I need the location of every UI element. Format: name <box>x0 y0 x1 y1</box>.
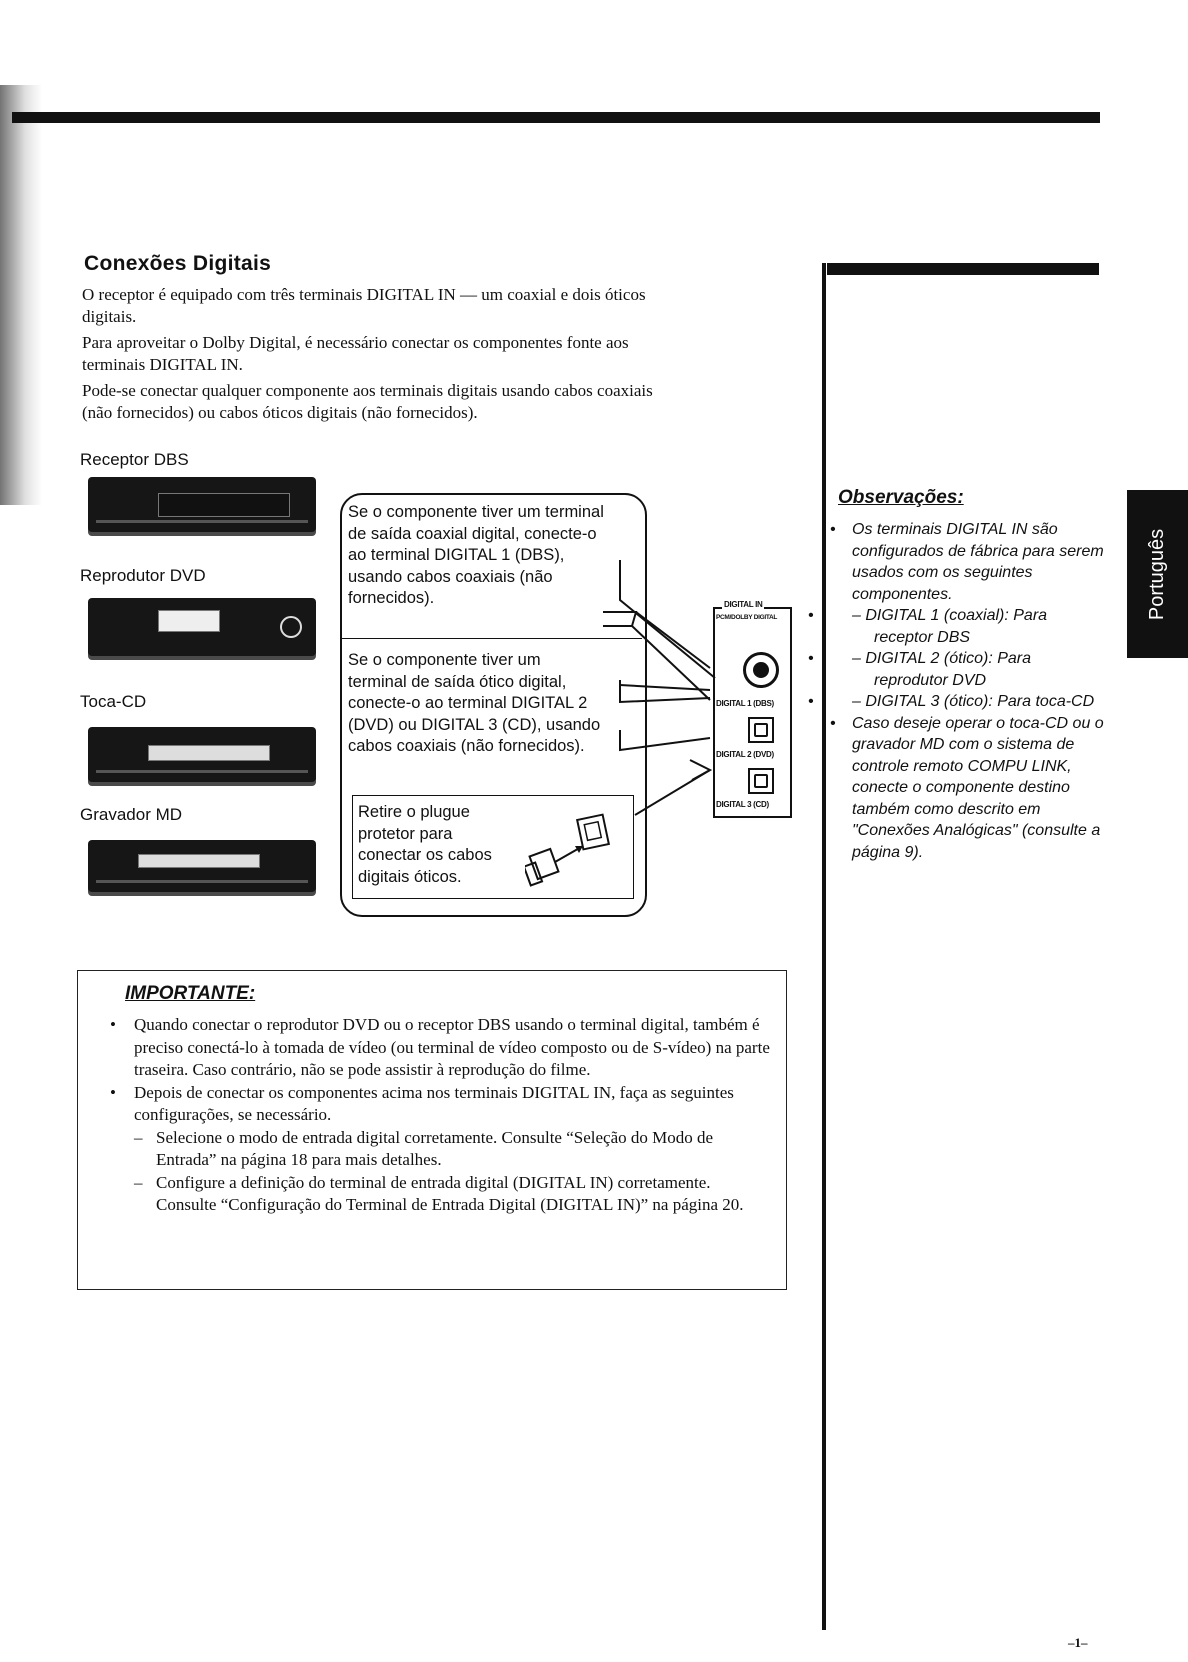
optical-callout-line: Se o componente tiver um <box>348 651 541 669</box>
plug-callout-line: protetor para <box>358 824 453 843</box>
optical-callout-line: (DVD) ou DIGITAL 3 (CD), usando <box>348 715 601 734</box>
optical-callout-line: conecte-o ao terminal DIGITAL 2 <box>348 694 588 712</box>
page-mark: –1– <box>1068 1635 1088 1650</box>
device-label-md: Gravador MD <box>80 805 183 824</box>
intro-line-2: digitais. <box>82 307 137 326</box>
coaxial-callout-line: Se o componente tiver um terminal <box>348 503 604 521</box>
optical-jack-icon <box>748 717 774 743</box>
device-label-cd: Toca-CD <box>80 692 147 711</box>
important-subitem: – Selecione o modo de entrada digital corretamente. Consulte “Seleção do Modo de Entrada” na página 18 para mais detalhes. <box>110 1127 770 1172</box>
important-bullet: • Quando conectar o reprodutor DVD ou o receptor DBS usando o terminal digital, também é preciso conectá-lo à tomada de vídeo (ou terminal de vídeo composto ou de S-vídeo) na parte traseira. Caso contrário, não se pode assistir à reprodução do filme. <box>110 1014 770 1082</box>
notes-title: Observações: <box>838 487 964 508</box>
intro-line-1: O receptor é equipado com três terminais DIGITAL IN — um coaxial e dois óticos <box>82 285 646 304</box>
notes-list <box>828 519 1108 863</box>
device-label-dvd: Reprodutor DVD <box>80 566 206 585</box>
optical-callout-line: terminal de saída ótico digital, <box>348 672 567 691</box>
column-rule <box>822 263 826 1630</box>
cd-player-icon <box>88 727 316 782</box>
jack-panel-subheader: PCM/DOLBY DIGITAL <box>716 614 778 621</box>
jack-label-3: DIGITAL 3 (CD) <box>716 800 769 809</box>
note-subitem: • – DIGITAL 3 (ótico): Para toca-CD <box>828 691 1108 713</box>
note-subitem: • – DIGITAL 2 (ótico): Para reprodutor DVD <box>828 648 1108 691</box>
important-bullet: • Depois de conectar os componentes acima nos terminais DIGITAL IN, faça as seguintes configurações, se necessário. <box>110 1082 770 1127</box>
intro-line-5: Pode-se conectar qualquer componente aos terminais digitais usando cabos coaxiais <box>82 381 653 400</box>
coaxial-callout-line: ao terminal DIGITAL 1 (DBS), <box>348 546 565 564</box>
plug-callout-line: conectar os cabos <box>358 846 492 864</box>
coaxial-callout-line: usando cabos coaxiais (não <box>348 567 553 586</box>
callout-divider <box>342 638 642 639</box>
coaxial-callout-line: fornecidos). <box>348 589 435 607</box>
intro-line-6: (não fornecidos) ou cabos óticos digitais (não fornecidos). <box>82 403 478 422</box>
note-item: • Caso deseje operar o toca-CD ou o gravador MD com o sistema de controle remoto COMPU LINK, conecte o componente destino também como descrito em "Conexões Analógicas" (consulte a página 9). <box>828 713 1108 864</box>
coaxial-callout <box>348 502 638 610</box>
important-list <box>110 1014 770 1217</box>
intro-line-4: terminais DIGITAL IN. <box>82 355 243 374</box>
scan-edge-shadow <box>0 85 42 505</box>
plug-callout-line: digitais óticos. <box>358 867 462 886</box>
coaxial-jack-icon <box>743 652 779 688</box>
optical-callout <box>348 650 638 758</box>
optical-callout-line: cabos coaxiais (não fornecidos). <box>348 737 585 755</box>
jack-label-1: DIGITAL 1 (DBS) <box>716 699 774 708</box>
jack-label-2: DIGITAL 2 (DVD) <box>716 750 774 759</box>
dvd-player-icon <box>88 598 316 656</box>
note-item: • Os terminais DIGITAL IN são configurados de fábrica para serem usados com os seguintes componentes. <box>828 519 1108 605</box>
device-label-dbs: Receptor DBS <box>80 450 189 469</box>
jack-panel-header: DIGITAL IN <box>724 600 763 609</box>
dbs-receiver-icon <box>88 477 316 532</box>
coaxial-callout-line: de saída coaxial digital, conecte-o <box>348 524 597 543</box>
language-tab-label: Português <box>1146 528 1169 620</box>
important-title: IMPORTANTE: <box>125 983 256 1004</box>
plug-callout <box>358 802 528 888</box>
note-subitem: • – DIGITAL 1 (coaxial): Para receptor DBS <box>828 605 1108 648</box>
plug-callout-line: Retire o plugue <box>358 803 470 821</box>
important-subitem: – Configure a definição do terminal de entrada digital (DIGITAL IN) corretamente. Consulte “Configuração do Terminal de Entrada Digital (DIGITAL IN)” na página 20. <box>110 1172 770 1217</box>
intro-line-3: Para aproveitar o Dolby Digital, é necessário conectar os componentes fonte aos <box>82 333 629 352</box>
optical-jack-icon <box>748 768 774 794</box>
notes-top-rule <box>827 263 1099 275</box>
md-recorder-icon <box>88 840 316 892</box>
language-tab-label-wrap <box>1127 490 1188 658</box>
top-rule <box>12 112 1100 123</box>
section-title: Conexões Digitais <box>84 252 272 275</box>
